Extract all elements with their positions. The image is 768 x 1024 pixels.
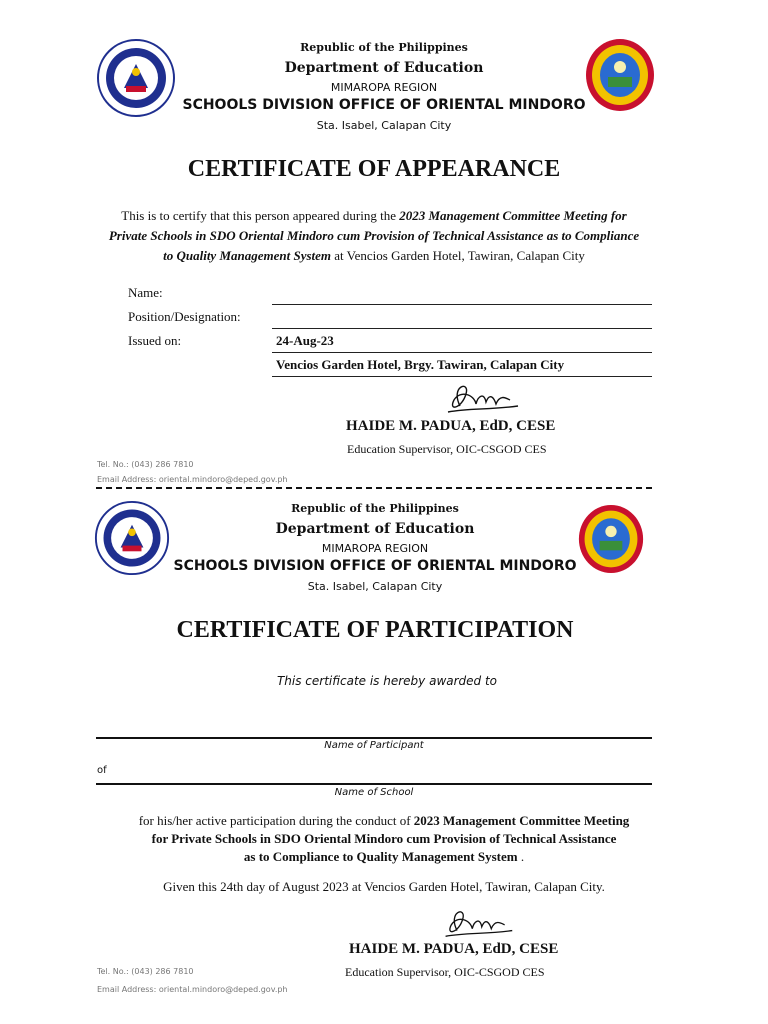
body-bold1: 2023 Management Committee Meeting <box>413 813 630 828</box>
division-text: SCHOOLS DIVISION OFFICE OF ORIENTAL MINDORO <box>182 97 586 113</box>
republic-text: Republic of the Philippines <box>300 41 468 54</box>
body-plain: for his/her active participation during the conduct of <box>138 813 414 828</box>
position-label: Position/Designation: <box>128 309 241 324</box>
name-label: Name: <box>128 285 163 300</box>
issued-line <box>272 352 652 353</box>
awarded-to-text: This certificate is hereby awarded to <box>276 674 498 688</box>
region-text: MIMAROPA REGION <box>330 81 438 94</box>
given-text: Given this 24th day of August 2023 at Vencios Garden Hotel, Tawiran, Calapan City. <box>163 879 605 894</box>
intro-paragraph <box>50 206 698 266</box>
event-line2: Private Schools in SDO Oriental Mindoro cum Provision of Technical Assistance as to Compliance <box>108 228 640 243</box>
republic-text: Republic of the Philippines <box>291 502 459 515</box>
issued-value: 24-Aug-23 <box>276 333 334 348</box>
issued-label: Issued on: <box>128 333 182 348</box>
signatory-name: HAIDE M. PADUA, EdD, CESE <box>346 418 556 434</box>
position-line <box>272 328 652 329</box>
body-period: . <box>517 849 525 864</box>
signature-icon <box>436 902 518 942</box>
page-title: CERTIFICATE OF PARTICIPATION <box>176 617 574 643</box>
page-title: CERTIFICATE OF APPEARANCE <box>187 156 561 182</box>
department-text: Department of Education <box>284 60 484 76</box>
email-text: Email Address: oriental.mindoro@deped.gov.ph <box>97 475 288 484</box>
participant-caption: Name of Participant <box>324 740 424 751</box>
cut-line <box>96 487 652 489</box>
address-text: Sta. Isabel, Calapan City <box>307 580 443 593</box>
tel-text: Tel. No.: (043) 286 7810 <box>97 460 194 469</box>
email-text: Email Address: oriental.mindoro@deped.gov.ph <box>97 985 288 994</box>
body-line3: as to Compliance to Quality Management System <box>243 849 518 864</box>
participant-line <box>96 737 652 739</box>
of-label: of <box>97 765 107 776</box>
department-text: Department of Education <box>275 521 475 537</box>
venue-suffix: at Vencios Garden Hotel, Tawiran, Calapan City <box>331 248 585 263</box>
address-text: Sta. Isabel, Calapan City <box>316 119 452 132</box>
name-line <box>272 304 652 305</box>
body-line2: for Private Schools in SDO Oriental Mindoro cum Provision of Technical Assistance <box>151 831 617 846</box>
school-line <box>96 783 652 785</box>
signatory-title: Education Supervisor, OIC-CSGOD CES <box>345 965 545 979</box>
signature-icon <box>440 376 522 418</box>
tel-text: Tel. No.: (043) 286 7810 <box>97 967 194 976</box>
division-text: SCHOOLS DIVISION OFFICE OF ORIENTAL MINDORO <box>173 558 577 574</box>
signatory-title: Education Supervisor, OIC-CSGOD CES <box>347 442 547 456</box>
event-line1: 2023 Management Committee Meeting for <box>399 208 627 223</box>
signatory-name: HAIDE M. PADUA, EdD, CESE <box>349 941 559 957</box>
participation-body <box>60 812 708 866</box>
venue-value: Vencios Garden Hotel, Brgy. Tawiran, Calapan City <box>276 357 565 372</box>
intro-text: This is to certify that this person appeared during the <box>121 208 400 223</box>
region-text: MIMAROPA REGION <box>321 542 429 555</box>
event-line3: to Quality Management System <box>163 248 332 263</box>
school-caption: Name of School <box>334 787 414 798</box>
